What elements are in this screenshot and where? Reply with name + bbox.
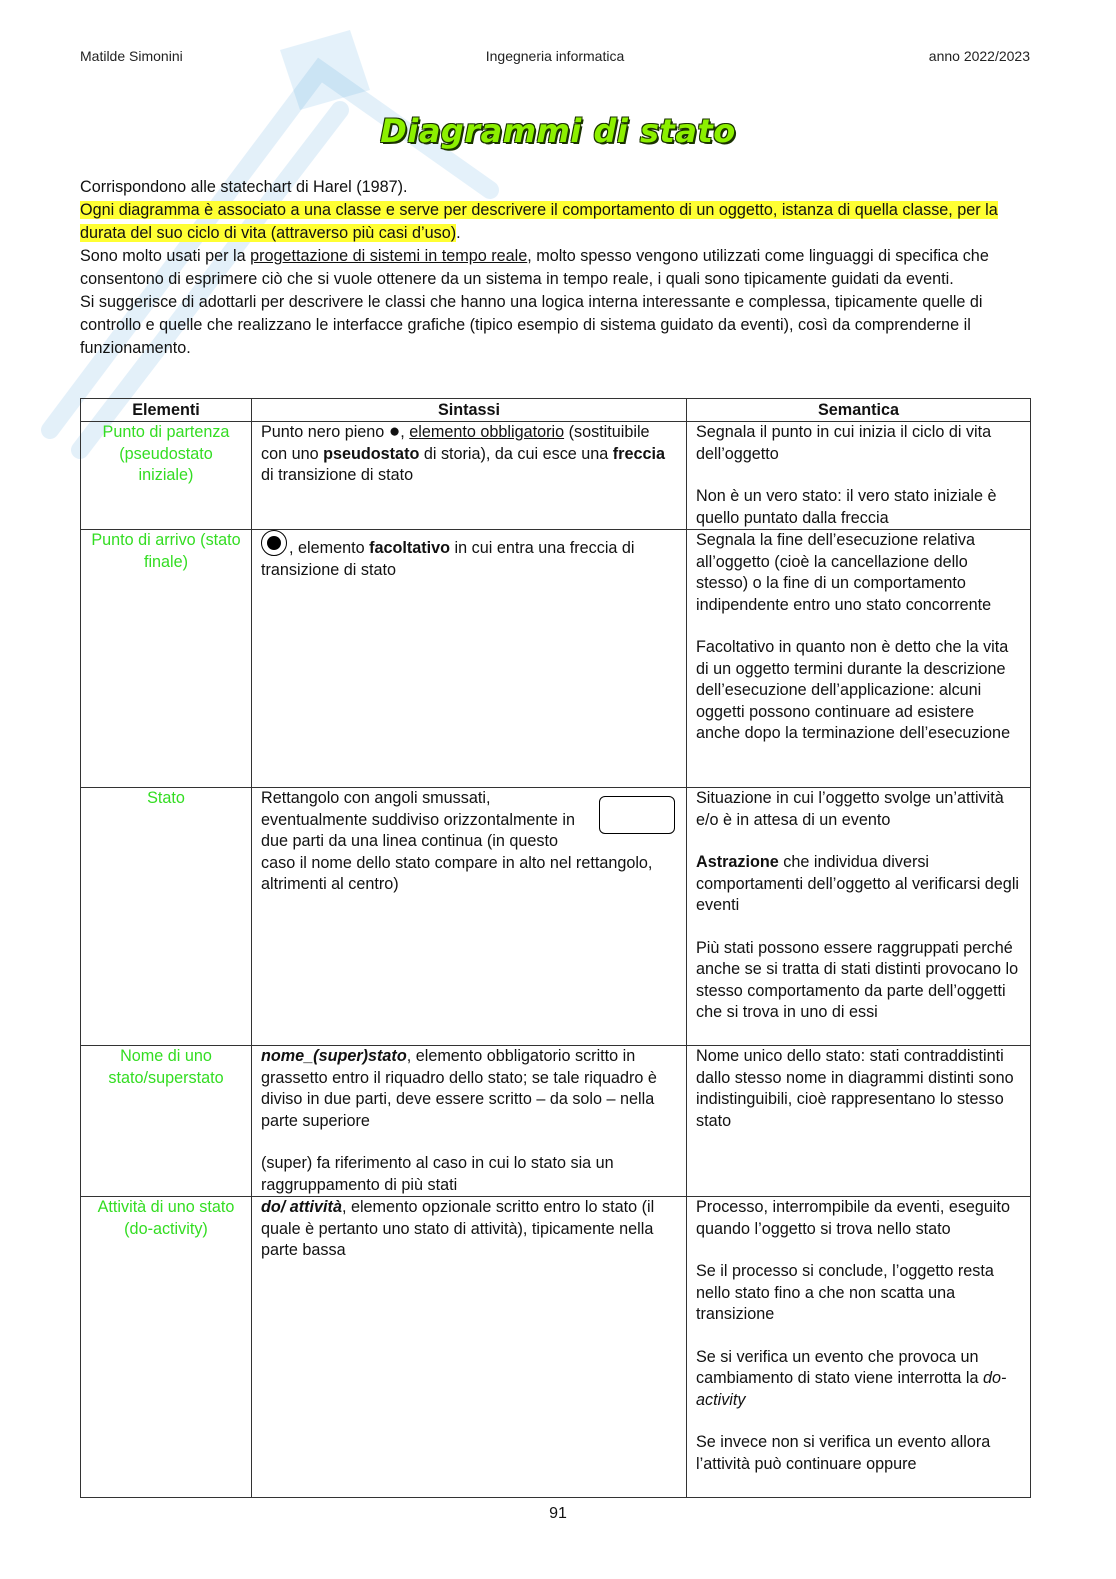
elements-table bbox=[80, 398, 1031, 1498]
table-row bbox=[81, 1046, 1031, 1197]
table-row bbox=[81, 422, 1031, 530]
element-cell: Punto di partenza (pseudostato iniziale) bbox=[81, 422, 252, 530]
state-rectangle-icon bbox=[599, 796, 675, 834]
element-cell: Nome di uno stato/superstato bbox=[81, 1046, 252, 1197]
underlined-text: progettazione di sistemi in tempo reale bbox=[250, 247, 528, 265]
intro-paragraph-2: Ogni diagramma è associato a una classe e serve per descrivere il comportamento di un oggetto, istanza di quella classe, per la durata del suo ciclo di vita (attraverso più casi d’uso). bbox=[80, 201, 998, 242]
syntax-cell: do/ attività, elemento opzionale scritto entro lo stato (il quale è pertanto uno stato di attività), tipicamente nella parte bassa bbox=[252, 1197, 687, 1498]
semantic-cell: Processo, interrompibile da eventi, eseguito quando l’oggetto si trova nello stato Se il processo si conclude, l’oggetto resta nello stato fino a che non scatta una transizione Se si verifica un evento che provoca un cambiamento di stato viene interrotta la do-activity Se invece non si verifica un evento allora l’attività può continuare oppure bbox=[687, 1197, 1031, 1498]
table-row bbox=[81, 788, 1031, 1046]
header-elementi: Elementi bbox=[81, 399, 252, 422]
header-sintassi: Sintassi bbox=[252, 399, 687, 422]
syntax-cell: nome_(super)stato, elemento obbligatorio scritto in grassetto entro il riquadro dello stato; se tale riquadro è diviso in due parti, deve essere scritto – da solo – nella parte superiore (super) fa riferimento al caso in cui lo stato sia un raggruppamento di più stati bbox=[252, 1046, 687, 1197]
table-row bbox=[81, 530, 1031, 788]
element-cell: Punto di arrivo (stato finale) bbox=[81, 530, 252, 788]
semantic-cell: Situazione in cui l’oggetto svolge un’attività e/o è in attesa di un evento Astrazione che individua diversi comportamenti dell’oggetto al verificarsi degli eventi Più stati possono essere raggruppati perché anche se si tratta di stati distinti provocano lo stesso comportamento da parte dell’oggetti che si trova in uno di essi bbox=[687, 788, 1031, 1046]
header-author: Matilde Simonini bbox=[80, 48, 183, 64]
page-title: Diagrammi di stato bbox=[380, 112, 736, 150]
semantic-cell: Segnala la fine dell’esecuzione relativa all’oggetto (cioè la cancellazione dello stesso) o la fine di un comportamento indipendente entro uno stato concorrente Facoltativo in quanto non è detto che la vita di un oggetto termini durante la descrizione dell’esecuzione dell’applicazione: alcuni oggetti possono continuare ad esistere anche dopo la terminazione dell’esecuzione bbox=[687, 530, 1031, 788]
syntax-cell: Rettangolo con angoli smussati, eventualmente suddiviso orizzontalmente in due parti da una linea continua (in questo caso il nome dello stato compare in alto nel rettangolo, altrimenti al centro) bbox=[252, 788, 687, 1046]
syntax-cell: Punto nero pieno ●, elemento obbligatorio (sostituibile con uno pseudostato di storia), da cui esce una freccia di transizione di stato bbox=[252, 422, 687, 530]
intro-paragraph-3: Sono molto usati per la progettazione di sistemi in tempo reale, molto spesso vengono utilizzati come linguaggi di specifica che consentono di esprimere ciò che si vuole ottenere da un sistema in tempo reale, i quali sono tipicamente guidati da eventi. bbox=[80, 247, 989, 288]
header-course: Ingegneria informatica bbox=[485, 48, 625, 64]
table-header-row bbox=[81, 399, 1031, 422]
highlighted-text: Ogni diagramma è associato a una classe e serve per descrivere il comportamento di un oggetto, istanza di quella classe, per la durata del suo ciclo di vita (attraverso più casi d’uso) bbox=[80, 201, 998, 242]
intro-paragraph-4: Si suggerisce di adottarli per descrivere le classi che hanno una logica interna interessante e complessa, tipicamente quelle di controllo e quelle che realizzano le interfacce grafiche (tipico esempio di sistema guidato da eventi), così da comprenderne il funzionamento. bbox=[80, 293, 983, 357]
intro-text bbox=[80, 176, 1032, 360]
semantic-cell: Nome unico dello stato: stati contraddistinti dallo stesso nome in diagrammi distinti sono indistinguibili, cioè rappresentano lo stesso stato bbox=[687, 1046, 1031, 1197]
element-cell: Stato bbox=[81, 788, 252, 1046]
semantic-cell: Segnala il punto in cui inizia il ciclo di vita dell’oggetto Non è un vero stato: il vero stato iniziale è quello puntato dalla freccia bbox=[687, 422, 1031, 530]
intro-paragraph-1: Corrispondono alle statechart di Harel (1987). bbox=[80, 178, 408, 196]
syntax-cell: , elemento facoltativo in cui entra una freccia di transizione di stato bbox=[252, 530, 687, 788]
element-cell: Attività di uno stato (do-activity) bbox=[81, 1197, 252, 1498]
filled-circle-icon: ● bbox=[388, 421, 401, 442]
header-semantica: Semantica bbox=[687, 399, 1031, 422]
page-number: 91 bbox=[549, 1505, 567, 1522]
final-state-icon bbox=[261, 530, 287, 556]
table-row bbox=[81, 1197, 1031, 1498]
header-year: anno 2022/2023 bbox=[928, 48, 1030, 64]
page-header bbox=[80, 48, 1030, 68]
